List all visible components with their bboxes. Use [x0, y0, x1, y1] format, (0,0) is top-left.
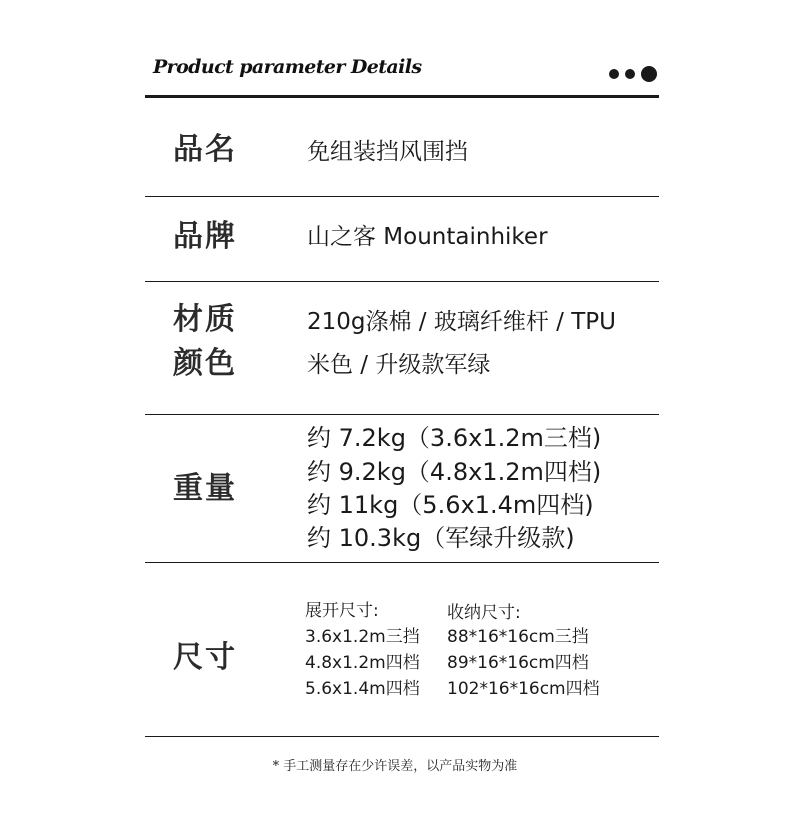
row-divider	[145, 196, 659, 197]
material-value: 210g涤棉 / 玻璃纤维杆 / TPU	[307, 309, 616, 335]
row-divider	[145, 562, 659, 563]
unfolded-size-header: 展开尺寸:	[305, 601, 379, 621]
packed-size: 89*16*16cm四档	[447, 653, 589, 673]
dot-icon	[641, 66, 657, 82]
footnote: * 手工测量存在少许误差，以产品实物为准	[272, 759, 518, 774]
size-label: 尺寸	[173, 640, 237, 675]
weight-line: 约 10.3kg（军绿升级款)	[307, 524, 575, 552]
name-label: 品名	[173, 132, 237, 167]
dot-icon	[625, 69, 635, 79]
packed-size: 88*16*16cm三挡	[447, 627, 589, 647]
brand-label: 品牌	[173, 219, 237, 254]
brand-value: 山之客 Mountainhiker	[307, 224, 548, 250]
row-divider	[145, 736, 659, 737]
weight-line: 约 9.2kg（4.8x1.2m四档)	[307, 458, 602, 486]
color-label: 颜色	[173, 346, 237, 381]
row-divider	[145, 414, 659, 415]
row-divider	[145, 281, 659, 282]
name-value: 免组装挡风围挡	[307, 139, 468, 165]
weight-line: 约 7.2kg（3.6x1.2m三档)	[307, 424, 602, 452]
three-dots-icon	[609, 66, 657, 82]
packed-size: 102*16*16cm四档	[447, 679, 600, 699]
page-title: Product parameter Details	[153, 56, 422, 78]
packed-size-header: 收纳尺寸:	[447, 603, 521, 623]
header-divider	[145, 95, 659, 98]
unfolded-size: 3.6x1.2m三挡	[305, 627, 420, 647]
unfolded-size: 4.8x1.2m四档	[305, 653, 420, 673]
weight-label: 重量	[173, 471, 237, 506]
material-label: 材质	[173, 302, 237, 337]
color-value: 米色 / 升级款军绿	[307, 352, 491, 378]
dot-icon	[609, 69, 619, 79]
weight-line: 约 11kg（5.6x1.4m四档)	[307, 491, 594, 519]
unfolded-size: 5.6x1.4m四档	[305, 679, 420, 699]
